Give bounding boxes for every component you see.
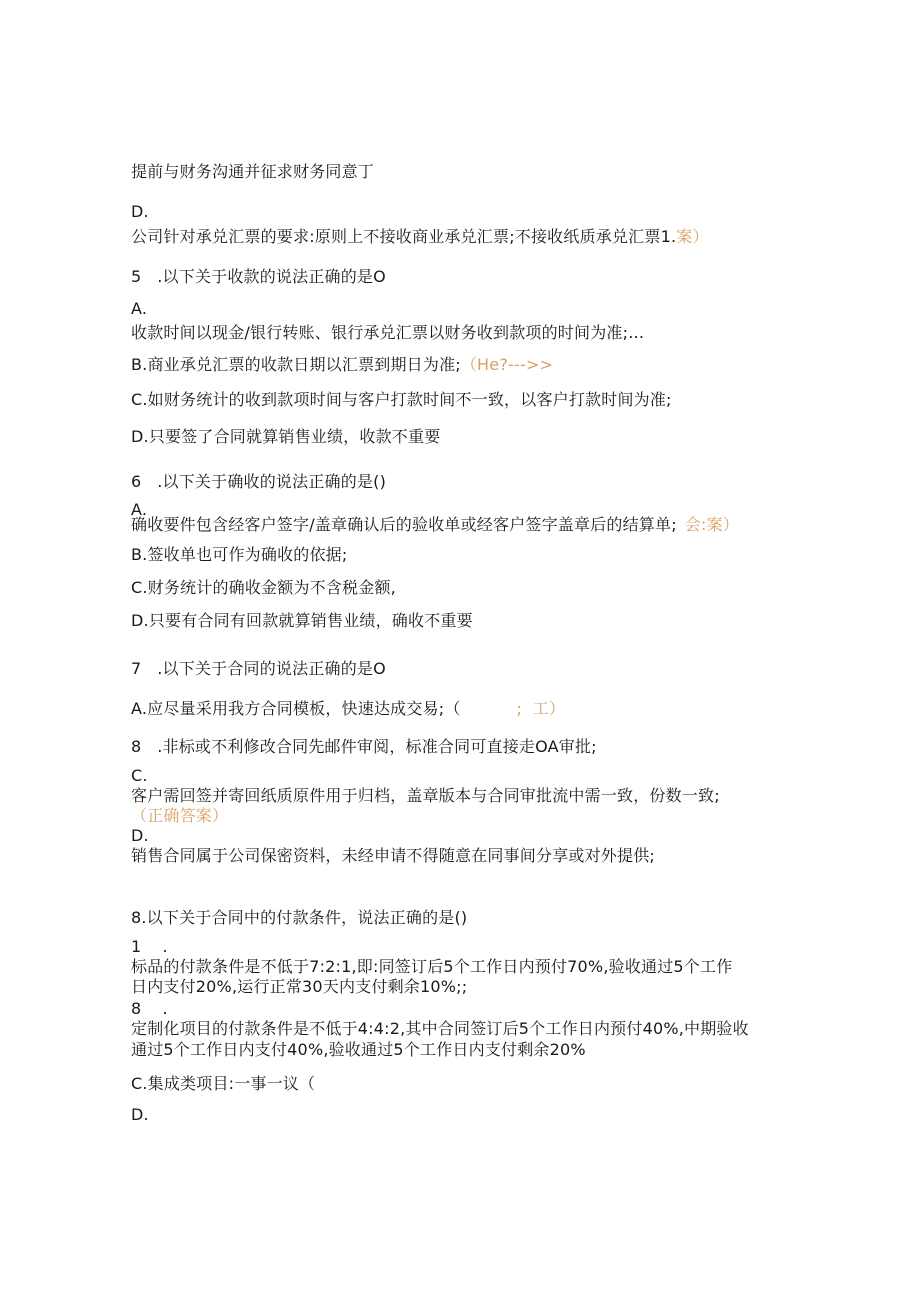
text-line: 8 .非标或不利修改合同先邮件审阅，标准合同可直接走OA审批;	[131, 737, 597, 756]
option-text: 客户需回签并寄回纸质原件用于归档，盖章版本与合同审批流中需一致，份数一致;	[131, 786, 720, 805]
option-d: D.只要签了合同就算销售业绩，收款不重要	[131, 427, 441, 446]
question-7: 7 .以下关于合同的说法正确的是O	[131, 659, 386, 678]
answer-mark: 案）	[676, 227, 709, 246]
option-label: A.	[131, 500, 148, 519]
answer-mark: 会:案）	[684, 515, 739, 534]
option-text: 销售合同属于公司保密资料，未经申请不得随意在同事间分享或对外提供;	[131, 846, 655, 865]
option-label: 8 .	[131, 999, 168, 1018]
option-text: 确收要件包含经客户签字/盖章确认后的验收单或经客户签字盖章后的结算单; 会:案）	[131, 515, 739, 534]
answer-mark: （He?--->>	[460, 355, 554, 374]
text-line: 公司针对承兑汇票的要求:原则上不接收商业承兑汇票;不接收纸质承兑汇票1.案）	[131, 227, 709, 246]
option-c: C.如财务统计的收到款项时间与客户打款时间不一致，以客户打款时间为准;	[131, 390, 672, 409]
option-text: 日内支付20%,运行正常30天内支付剩余10%;;	[131, 977, 468, 996]
question-5: 5 .以下关于收款的说法正确的是O	[131, 267, 386, 286]
question-6: 6 .以下关于确收的说法正确的是()	[131, 472, 387, 491]
option-text: 通过5个工作日内支付40%,验收通过5个工作日内支付剩余20%	[131, 1040, 586, 1059]
option-label: D.	[131, 1105, 149, 1124]
option-b: B.签收单也可作为确收的依据;	[131, 545, 348, 564]
option-text: 收款时间以现金/银行转账、银行承兑汇票以财务收到款项的时间为准;…	[131, 323, 645, 342]
option-text: 定制化项目的付款条件是不低于4:4:2,其中合同签订后5个工作日内预付40%,中期验收	[131, 1019, 749, 1038]
option-label: 1 .	[131, 937, 168, 956]
answer-mark: （正确答案）	[131, 806, 229, 825]
option-c: C.财务统计的确收金额为不含税金额,	[131, 578, 396, 597]
option-label: D.	[131, 202, 149, 221]
option-d: D.只要有合同有回款就算销售业绩，确收不重要	[131, 611, 473, 630]
option-c: C.集成类项目:一事一议（	[131, 1074, 316, 1093]
option-label: D.	[131, 826, 149, 845]
answer-mark: ; 工）	[516, 699, 566, 718]
option-label: C.	[131, 766, 148, 785]
option-label: A.	[131, 299, 148, 318]
option-text: 标品的付款条件是不低于7:2:1,即:同签订后5个工作日内预付70%,验收通过5个工作	[131, 957, 733, 976]
option-b: B.商业承兑汇票的收款日期以汇票到期日为准;（He?--->>	[131, 355, 554, 374]
text-line: 提前与财务沟通并征求财务同意丁	[131, 162, 375, 181]
question-8: 8.以下关于合同中的付款条件，说法正确的是()	[131, 908, 468, 927]
option-a: A.应尽量采用我方合同模板，快速达成交易;（ ; 工）	[131, 699, 566, 718]
